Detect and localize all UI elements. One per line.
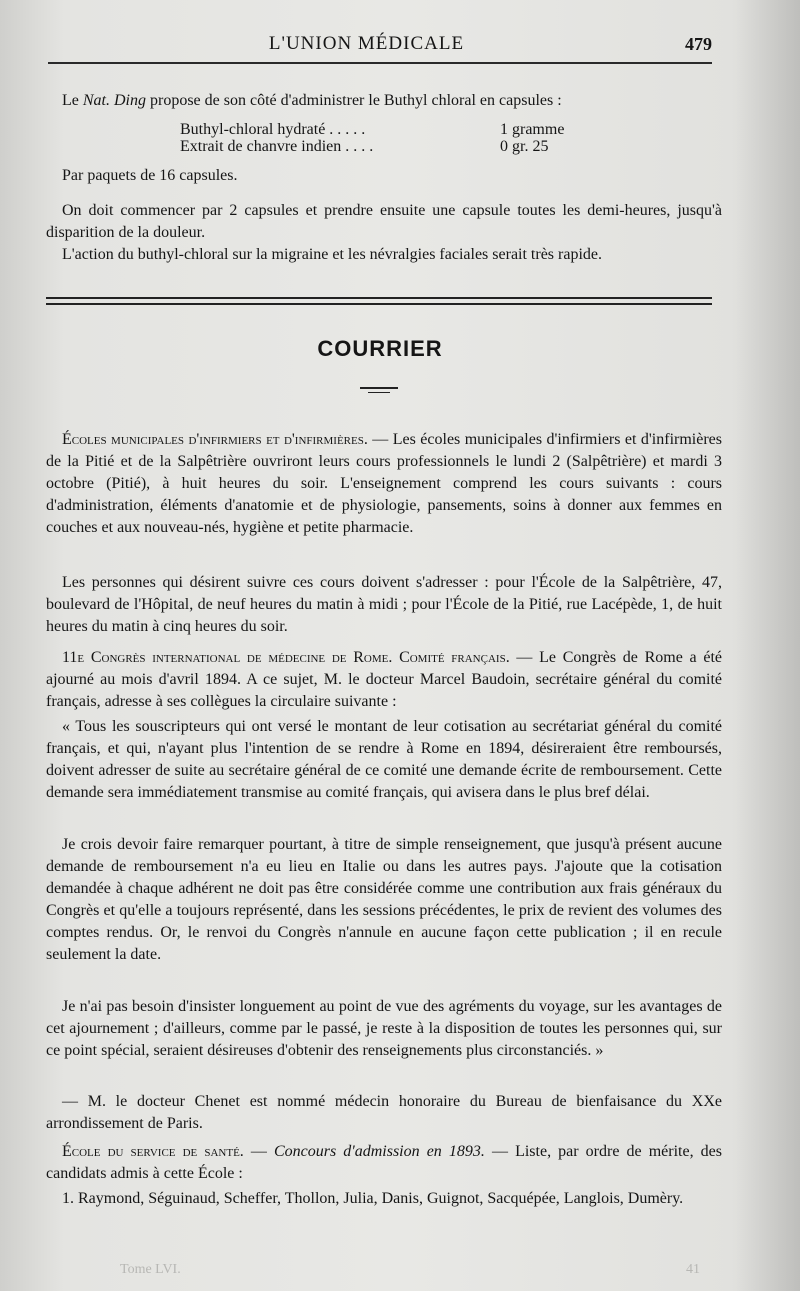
personnes-paragraph: Les personnes qui désirent suivre ces cours doivent s'adresser : pour l'École de la Salpêtrière, 47, boulevard de l'Hôpital, de neuf heures du matin à midi ; pour l'École de la Pitié, rue Lacépède, 1, de huit heures du matin à cinq heures du soir.	[46, 574, 722, 635]
ecole-sante-italic: Concours d'admission en 1893.	[273, 1143, 485, 1160]
section-separator	[46, 297, 712, 305]
circulaire-paragraph-3: Je n'ai pas besoin d'insister longuement au point de vue des agréments du voyage, sur les avantages de cet ajournement ; d'ailleurs, comme par le passé, je reste à la disposition de toutes les personnes qui, sur ce point spécial, seraient désireuses d'obtenir des renseignements plus circonstanciés. »	[46, 998, 722, 1059]
page-number: 479	[685, 33, 712, 54]
ecoles-paragraph	[46, 429, 722, 539]
ingredient-name: Buthyl-chloral hydraté . . . . .	[180, 121, 366, 138]
recipe-block	[180, 121, 600, 155]
page-header	[48, 26, 712, 64]
footer-sheet: 41	[686, 1262, 700, 1277]
page-footer	[120, 1262, 700, 1278]
congres-heading: 11e Congrès international de médecine de Rome. Comité français.	[62, 649, 510, 666]
ecole-sante-paragraph	[46, 1141, 722, 1185]
ingredient-quantity: 0 gr. 25	[500, 138, 549, 155]
ecoles-heading: Écoles municipales d'infirmiers et d'infirmières.	[62, 431, 368, 448]
chenet-paragraph: — M. le docteur Chenet est nommé médecin honoraire du Bureau de bienfaisance du XXe arrondissement de Paris.	[46, 1093, 722, 1132]
footer-tome: Tome LVI.	[120, 1262, 181, 1277]
recipe-line	[180, 121, 600, 138]
ecole-sante-heading: École du service de santé.	[62, 1143, 244, 1160]
congres-paragraph	[46, 647, 722, 713]
recipe-line	[180, 138, 600, 155]
recipe-intro	[46, 90, 722, 112]
ingredient-name: Extrait de chanvre indien . . . .	[180, 138, 374, 155]
intro-author: Nat. Ding	[82, 92, 146, 109]
ecole-sante-dash: —	[243, 1143, 274, 1160]
action-paragraph: L'action du buthyl-chloral sur la migraine et les névralgies faciales serait très rapide.	[62, 246, 603, 263]
circulaire-paragraph-1: « Tous les souscripteurs qui ont versé le montant de leur cotisation au secrétariat général du comité français, et qui, n'ayant plus l'intention de se rendre à Rome en 1894, désireraient être remboursés, doivent adresser de suite au secrétaire général de ce comité une demande écrite de remboursement. Cette demande sera immédiatement transmise au comité français, qui avisera dans le plus bref délai.	[46, 718, 722, 801]
intro-rest: propose de son côté d'administrer le Buthyl chloral en capsules :	[146, 92, 562, 109]
running-title: L'UNION MÉDICALE	[268, 33, 465, 54]
title-rule-small	[368, 392, 390, 393]
ingredient-quantity: 1 gramme	[500, 121, 565, 138]
page-gutter-shadow	[730, 0, 800, 1291]
intro-prefix: Le	[62, 92, 83, 109]
dosage-paragraph: On doit commencer par 2 capsules et prendre ensuite une capsule toutes les demi-heures, jusqu'à disparition de la douleur.	[46, 202, 722, 241]
congres-body: — Le Congrès de Rome a été ajourné au mois d'avril 1894. A ce sujet, M. le docteur Marcel Baudoin, secrétaire général du comité français, adresse à ses collègues la circulaire suivante :	[46, 649, 722, 710]
admis-list: 1. Raymond, Séguinaud, Scheffer, Thollon, Julia, Danis, Guignot, Sacquépée, Langlois, Dumèry.	[62, 1190, 684, 1207]
ecole-sante-tail: — Liste, par ordre de mérite, des candidats admis à cette École :	[46, 1143, 722, 1182]
capsule-packets: Par paquets de 16 capsules.	[62, 167, 238, 184]
circulaire-paragraph-2: Je crois devoir faire remarquer pourtant, à titre de simple renseignement, que jusqu'à présent aucune demande de remboursement n'a eu lieu en Italie ou dans les autres pays. J'ajoute que la cotisation demandée à chaque adhérent ne doit pas être considérée comme une contribution aux frais généraux du Congrès et qu'elle a toujours représenté, dans les sessions précédentes, le prix de revient des volumes des comptes rendus. Or, le renvoi du Congrès n'annule en aucune façon cette publication ; il en recule seulement la date.	[46, 836, 722, 963]
ecoles-body: — Les écoles municipales d'infirmiers et d'infirmières de la Pitié et de la Salpêtrière ouvriront leurs cours professionnels le lundi 2 (Salpêtrière) et mardi 3 octobre (Pitié), à huit heures du soir. L'enseignement comprend les cours suivants : cours d'administration, éléments d'anatomie et de physiologie, pansements, soins à donner aux femmes en couches et aux nouveau-nés, hygiène et petite pharmacie.	[46, 431, 723, 536]
section-title: COURRIER	[317, 336, 443, 361]
title-rule	[360, 387, 398, 389]
